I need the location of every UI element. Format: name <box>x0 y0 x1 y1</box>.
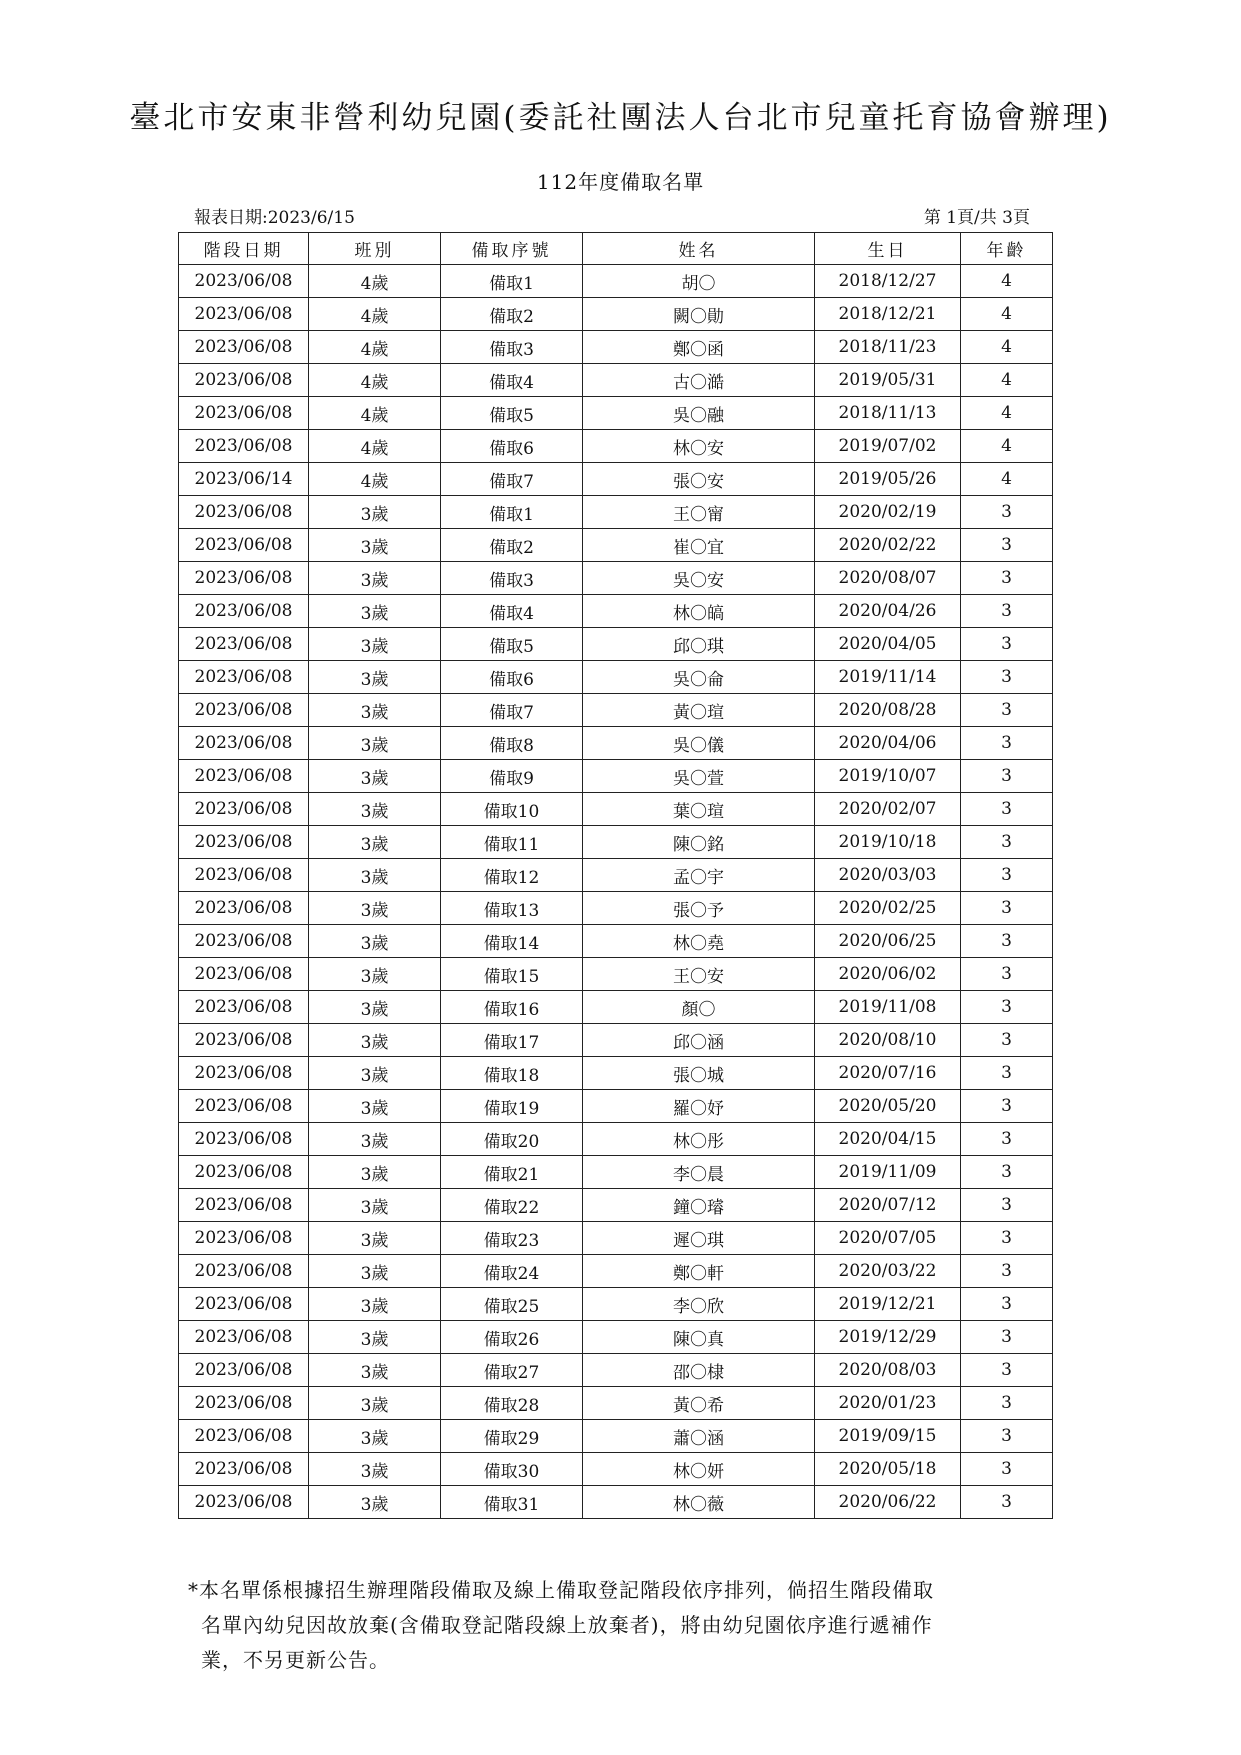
table-row <box>179 1420 1053 1453</box>
cell-birthday: 2020/02/22 <box>815 529 961 562</box>
cell-name: 吳〇儀 <box>583 727 815 760</box>
cell-stage-date: 2023/06/08 <box>179 859 309 892</box>
cell-birthday: 2019/05/31 <box>815 364 961 397</box>
footnote <box>188 1573 1058 1678</box>
cell-class: 3歲 <box>309 628 441 661</box>
cell-birthday: 2020/08/03 <box>815 1354 961 1387</box>
cell-name: 李〇欣 <box>583 1288 815 1321</box>
table-row <box>179 1222 1053 1255</box>
cell-age: 4 <box>961 265 1053 298</box>
cell-stage-date: 2023/06/08 <box>179 595 309 628</box>
cell-class: 3歲 <box>309 892 441 925</box>
cell-name: 吳〇融 <box>583 397 815 430</box>
cell-birthday: 2020/04/05 <box>815 628 961 661</box>
table-row <box>179 562 1053 595</box>
cell-age: 3 <box>961 1222 1053 1255</box>
table-row <box>179 1255 1053 1288</box>
cell-waitlist-number: 備取19 <box>441 1090 583 1123</box>
cell-class: 4歲 <box>309 397 441 430</box>
cell-name: 羅〇妤 <box>583 1090 815 1123</box>
cell-name: 林〇堯 <box>583 925 815 958</box>
cell-stage-date: 2023/06/08 <box>179 1222 309 1255</box>
cell-age: 3 <box>961 1288 1053 1321</box>
cell-birthday: 2020/04/06 <box>815 727 961 760</box>
column-header-stage-date: 階段日期 <box>179 233 309 265</box>
cell-birthday: 2018/12/21 <box>815 298 961 331</box>
cell-stage-date: 2023/06/08 <box>179 1288 309 1321</box>
cell-stage-date: 2023/06/08 <box>179 298 309 331</box>
cell-waitlist-number: 備取9 <box>441 760 583 793</box>
cell-waitlist-number: 備取2 <box>441 529 583 562</box>
cell-age: 3 <box>961 760 1053 793</box>
cell-waitlist-number: 備取5 <box>441 397 583 430</box>
table-row <box>179 463 1053 496</box>
cell-age: 3 <box>961 793 1053 826</box>
table-row <box>179 628 1053 661</box>
cell-birthday: 2020/02/25 <box>815 892 961 925</box>
cell-waitlist-number: 備取21 <box>441 1156 583 1189</box>
cell-name: 鄭〇軒 <box>583 1255 815 1288</box>
cell-name: 林〇彤 <box>583 1123 815 1156</box>
cell-age: 4 <box>961 298 1053 331</box>
cell-birthday: 2020/02/07 <box>815 793 961 826</box>
cell-age: 4 <box>961 331 1053 364</box>
cell-name: 崔〇宜 <box>583 529 815 562</box>
cell-stage-date: 2023/06/08 <box>179 727 309 760</box>
cell-birthday: 2018/11/13 <box>815 397 961 430</box>
cell-class: 3歲 <box>309 1420 441 1453</box>
cell-birthday: 2019/09/15 <box>815 1420 961 1453</box>
cell-birthday: 2020/01/23 <box>815 1387 961 1420</box>
cell-waitlist-number: 備取28 <box>441 1387 583 1420</box>
table-row <box>179 496 1053 529</box>
cell-birthday: 2019/12/29 <box>815 1321 961 1354</box>
cell-stage-date: 2023/06/08 <box>179 628 309 661</box>
cell-name: 李〇晨 <box>583 1156 815 1189</box>
cell-waitlist-number: 備取7 <box>441 694 583 727</box>
cell-name: 陳〇真 <box>583 1321 815 1354</box>
cell-age: 3 <box>961 925 1053 958</box>
cell-age: 3 <box>961 859 1053 892</box>
table-row <box>179 1024 1053 1057</box>
cell-class: 3歲 <box>309 859 441 892</box>
cell-stage-date: 2023/06/08 <box>179 430 309 463</box>
cell-age: 3 <box>961 1387 1053 1420</box>
cell-birthday: 2020/06/02 <box>815 958 961 991</box>
cell-age: 3 <box>961 529 1053 562</box>
report-meta <box>190 203 1030 229</box>
cell-birthday: 2020/03/22 <box>815 1255 961 1288</box>
cell-waitlist-number: 備取4 <box>441 595 583 628</box>
cell-birthday: 2019/11/08 <box>815 991 961 1024</box>
cell-class: 3歲 <box>309 694 441 727</box>
cell-stage-date: 2023/06/08 <box>179 1189 309 1222</box>
cell-name: 陳〇銘 <box>583 826 815 859</box>
waitlist-table <box>178 232 1053 1519</box>
cell-stage-date: 2023/06/08 <box>179 1090 309 1123</box>
cell-stage-date: 2023/06/08 <box>179 1453 309 1486</box>
cell-waitlist-number: 備取22 <box>441 1189 583 1222</box>
cell-birthday: 2020/07/16 <box>815 1057 961 1090</box>
cell-waitlist-number: 備取26 <box>441 1321 583 1354</box>
cell-class: 4歲 <box>309 364 441 397</box>
cell-class: 3歲 <box>309 562 441 595</box>
cell-class: 3歲 <box>309 1486 441 1519</box>
cell-stage-date: 2023/06/08 <box>179 1255 309 1288</box>
cell-age: 3 <box>961 727 1053 760</box>
table-row <box>179 397 1053 430</box>
cell-birthday: 2018/12/27 <box>815 265 961 298</box>
cell-age: 3 <box>961 1453 1053 1486</box>
table-body <box>179 265 1053 1519</box>
cell-waitlist-number: 備取20 <box>441 1123 583 1156</box>
cell-waitlist-number: 備取24 <box>441 1255 583 1288</box>
cell-stage-date: 2023/06/08 <box>179 1354 309 1387</box>
table-row <box>179 1288 1053 1321</box>
cell-birthday: 2019/10/07 <box>815 760 961 793</box>
cell-birthday: 2020/07/05 <box>815 1222 961 1255</box>
table-row <box>179 331 1053 364</box>
cell-class: 3歲 <box>309 925 441 958</box>
cell-age: 3 <box>961 1255 1053 1288</box>
cell-age: 4 <box>961 364 1053 397</box>
cell-class: 3歲 <box>309 1453 441 1486</box>
cell-waitlist-number: 備取25 <box>441 1288 583 1321</box>
column-header-name: 姓名 <box>583 233 815 265</box>
cell-waitlist-number: 備取31 <box>441 1486 583 1519</box>
cell-stage-date: 2023/06/08 <box>179 661 309 694</box>
cell-class: 3歲 <box>309 496 441 529</box>
cell-class: 4歲 <box>309 298 441 331</box>
table-row <box>179 793 1053 826</box>
table-row <box>179 1453 1053 1486</box>
cell-name: 鐘〇璿 <box>583 1189 815 1222</box>
table-row <box>179 529 1053 562</box>
cell-age: 3 <box>961 1420 1053 1453</box>
cell-class: 3歲 <box>309 1189 441 1222</box>
cell-name: 吳〇侖 <box>583 661 815 694</box>
cell-stage-date: 2023/06/08 <box>179 925 309 958</box>
cell-birthday: 2020/06/22 <box>815 1486 961 1519</box>
cell-stage-date: 2023/06/08 <box>179 826 309 859</box>
cell-stage-date: 2023/06/08 <box>179 1420 309 1453</box>
cell-birthday: 2019/11/09 <box>815 1156 961 1189</box>
cell-stage-date: 2023/06/08 <box>179 397 309 430</box>
cell-waitlist-number: 備取3 <box>441 562 583 595</box>
cell-class: 3歲 <box>309 1123 441 1156</box>
footnote-line: *本名單係根據招生辦理階段備取及線上備取登記階段依序排列，倘招生階段備取 <box>188 1578 934 1602</box>
cell-stage-date: 2023/06/08 <box>179 958 309 991</box>
cell-age: 3 <box>961 1090 1053 1123</box>
column-header-age: 年齡 <box>961 233 1053 265</box>
cell-stage-date: 2023/06/08 <box>179 1024 309 1057</box>
cell-birthday: 2020/05/20 <box>815 1090 961 1123</box>
cell-waitlist-number: 備取27 <box>441 1354 583 1387</box>
cell-class: 4歲 <box>309 463 441 496</box>
cell-waitlist-number: 備取29 <box>441 1420 583 1453</box>
table-row <box>179 760 1053 793</box>
cell-class: 4歲 <box>309 265 441 298</box>
cell-stage-date: 2023/06/08 <box>179 265 309 298</box>
table-row <box>179 826 1053 859</box>
cell-class: 3歲 <box>309 1354 441 1387</box>
cell-birthday: 2020/08/10 <box>815 1024 961 1057</box>
cell-class: 3歲 <box>309 1288 441 1321</box>
cell-stage-date: 2023/06/08 <box>179 991 309 1024</box>
cell-class: 4歲 <box>309 331 441 364</box>
cell-waitlist-number: 備取8 <box>441 727 583 760</box>
table-row <box>179 1057 1053 1090</box>
cell-waitlist-number: 備取1 <box>441 265 583 298</box>
cell-name: 闕〇勛 <box>583 298 815 331</box>
table-row <box>179 265 1053 298</box>
table-row <box>179 1486 1053 1519</box>
cell-stage-date: 2023/06/08 <box>179 1321 309 1354</box>
cell-stage-date: 2023/06/08 <box>179 496 309 529</box>
footnote-line: 名單內幼兒因故放棄(含備取登記階段線上放棄者)，將由幼兒園依序進行遞補作 <box>201 1613 933 1637</box>
cell-class: 3歲 <box>309 793 441 826</box>
cell-class: 3歲 <box>309 1057 441 1090</box>
cell-age: 3 <box>961 694 1053 727</box>
table-row <box>179 661 1053 694</box>
table-row <box>179 727 1053 760</box>
cell-birthday: 2020/04/26 <box>815 595 961 628</box>
cell-stage-date: 2023/06/08 <box>179 331 309 364</box>
cell-waitlist-number: 備取16 <box>441 991 583 1024</box>
cell-class: 3歲 <box>309 1090 441 1123</box>
table-row <box>179 958 1053 991</box>
cell-waitlist-number: 備取3 <box>441 331 583 364</box>
table-row <box>179 1090 1053 1123</box>
table-row <box>179 595 1053 628</box>
cell-stage-date: 2023/06/08 <box>179 1057 309 1090</box>
cell-age: 3 <box>961 1189 1053 1222</box>
cell-stage-date: 2023/06/14 <box>179 463 309 496</box>
cell-class: 3歲 <box>309 727 441 760</box>
cell-waitlist-number: 備取15 <box>441 958 583 991</box>
cell-waitlist-number: 備取30 <box>441 1453 583 1486</box>
cell-class: 3歲 <box>309 958 441 991</box>
table-row <box>179 1156 1053 1189</box>
cell-stage-date: 2023/06/08 <box>179 1123 309 1156</box>
cell-age: 3 <box>961 1486 1053 1519</box>
cell-name: 葉〇瑄 <box>583 793 815 826</box>
cell-name: 吳〇安 <box>583 562 815 595</box>
cell-name: 張〇安 <box>583 463 815 496</box>
cell-stage-date: 2023/06/08 <box>179 529 309 562</box>
page-number: 第 1頁/共 3頁 <box>923 208 1030 228</box>
cell-name: 蕭〇涵 <box>583 1420 815 1453</box>
cell-waitlist-number: 備取2 <box>441 298 583 331</box>
cell-stage-date: 2023/06/08 <box>179 760 309 793</box>
cell-stage-date: 2023/06/08 <box>179 1387 309 1420</box>
cell-class: 3歲 <box>309 595 441 628</box>
cell-age: 4 <box>961 430 1053 463</box>
cell-age: 3 <box>961 826 1053 859</box>
column-header-class: 班別 <box>309 233 441 265</box>
table-row <box>179 694 1053 727</box>
cell-birthday: 2019/12/21 <box>815 1288 961 1321</box>
column-header-waitlist-number: 備取序號 <box>441 233 583 265</box>
cell-class: 3歲 <box>309 760 441 793</box>
table-row <box>179 925 1053 958</box>
cell-name: 黃〇瑄 <box>583 694 815 727</box>
cell-class: 3歲 <box>309 1024 441 1057</box>
table-row <box>179 1387 1053 1420</box>
cell-birthday: 2020/02/19 <box>815 496 961 529</box>
report-date: 報表日期:2023/6/15 <box>194 208 355 228</box>
cell-age: 3 <box>961 661 1053 694</box>
cell-class: 3歲 <box>309 1255 441 1288</box>
cell-class: 3歲 <box>309 529 441 562</box>
cell-age: 3 <box>961 1024 1053 1057</box>
cell-class: 3歲 <box>309 1321 441 1354</box>
cell-age: 3 <box>961 1156 1053 1189</box>
cell-birthday: 2020/07/12 <box>815 1189 961 1222</box>
cell-stage-date: 2023/06/08 <box>179 1486 309 1519</box>
table-row <box>179 1321 1053 1354</box>
cell-name: 王〇甯 <box>583 496 815 529</box>
footnote-line: 業，不另更新公告。 <box>201 1648 390 1672</box>
cell-name: 張〇城 <box>583 1057 815 1090</box>
cell-class: 3歲 <box>309 1156 441 1189</box>
cell-name: 古〇澔 <box>583 364 815 397</box>
cell-age: 3 <box>961 1354 1053 1387</box>
cell-birthday: 2019/05/26 <box>815 463 961 496</box>
cell-age: 3 <box>961 595 1053 628</box>
table-header-row <box>179 233 1053 265</box>
cell-waitlist-number: 備取12 <box>441 859 583 892</box>
table-row <box>179 1354 1053 1387</box>
cell-age: 3 <box>961 628 1053 661</box>
cell-name: 黃〇希 <box>583 1387 815 1420</box>
cell-waitlist-number: 備取5 <box>441 628 583 661</box>
cell-class: 3歲 <box>309 826 441 859</box>
cell-birthday: 2020/04/15 <box>815 1123 961 1156</box>
cell-name: 林〇安 <box>583 430 815 463</box>
cell-name: 顏〇 <box>583 991 815 1024</box>
cell-name: 林〇妍 <box>583 1453 815 1486</box>
cell-name: 胡〇 <box>583 265 815 298</box>
cell-birthday: 2018/11/23 <box>815 331 961 364</box>
cell-waitlist-number: 備取18 <box>441 1057 583 1090</box>
cell-class: 3歲 <box>309 661 441 694</box>
table-row <box>179 298 1053 331</box>
list-subtitle: 112年度備取名單 <box>536 170 705 194</box>
cell-waitlist-number: 備取7 <box>441 463 583 496</box>
table-row <box>179 430 1053 463</box>
cell-age: 4 <box>961 397 1053 430</box>
cell-birthday: 2020/03/03 <box>815 859 961 892</box>
cell-name: 林〇皜 <box>583 595 815 628</box>
column-header-birthday: 生日 <box>815 233 961 265</box>
cell-age: 3 <box>961 562 1053 595</box>
cell-birthday: 2020/05/18 <box>815 1453 961 1486</box>
page-title: 臺北市安東非營利幼兒園(委託社團法人台北市兒童托育協會辦理) <box>129 100 1112 136</box>
cell-stage-date: 2023/06/08 <box>179 562 309 595</box>
cell-age: 4 <box>961 463 1053 496</box>
cell-stage-date: 2023/06/08 <box>179 1156 309 1189</box>
cell-birthday: 2020/08/28 <box>815 694 961 727</box>
cell-waitlist-number: 備取6 <box>441 661 583 694</box>
cell-name: 林〇薇 <box>583 1486 815 1519</box>
cell-name: 邵〇棣 <box>583 1354 815 1387</box>
cell-waitlist-number: 備取10 <box>441 793 583 826</box>
table-row <box>179 1123 1053 1156</box>
cell-birthday: 2019/11/14 <box>815 661 961 694</box>
cell-class: 3歲 <box>309 991 441 1024</box>
cell-stage-date: 2023/06/08 <box>179 694 309 727</box>
cell-waitlist-number: 備取23 <box>441 1222 583 1255</box>
cell-age: 3 <box>961 1123 1053 1156</box>
cell-age: 3 <box>961 991 1053 1024</box>
cell-stage-date: 2023/06/08 <box>179 793 309 826</box>
cell-birthday: 2020/08/07 <box>815 562 961 595</box>
cell-name: 邱〇涵 <box>583 1024 815 1057</box>
cell-waitlist-number: 備取6 <box>441 430 583 463</box>
cell-waitlist-number: 備取17 <box>441 1024 583 1057</box>
cell-name: 遲〇琪 <box>583 1222 815 1255</box>
cell-age: 3 <box>961 1321 1053 1354</box>
cell-waitlist-number: 備取13 <box>441 892 583 925</box>
cell-age: 3 <box>961 958 1053 991</box>
cell-age: 3 <box>961 892 1053 925</box>
table-row <box>179 1189 1053 1222</box>
cell-stage-date: 2023/06/08 <box>179 892 309 925</box>
cell-age: 3 <box>961 496 1053 529</box>
cell-name: 王〇安 <box>583 958 815 991</box>
cell-birthday: 2020/06/25 <box>815 925 961 958</box>
cell-age: 3 <box>961 1057 1053 1090</box>
cell-waitlist-number: 備取4 <box>441 364 583 397</box>
cell-name: 鄭〇函 <box>583 331 815 364</box>
cell-class: 4歲 <box>309 430 441 463</box>
cell-waitlist-number: 備取11 <box>441 826 583 859</box>
cell-waitlist-number: 備取14 <box>441 925 583 958</box>
cell-name: 邱〇琪 <box>583 628 815 661</box>
cell-waitlist-number: 備取1 <box>441 496 583 529</box>
table-row <box>179 991 1053 1024</box>
cell-name: 張〇予 <box>583 892 815 925</box>
cell-birthday: 2019/10/18 <box>815 826 961 859</box>
cell-stage-date: 2023/06/08 <box>179 364 309 397</box>
table-row <box>179 364 1053 397</box>
table-row <box>179 892 1053 925</box>
cell-name: 吳〇萱 <box>583 760 815 793</box>
cell-class: 3歲 <box>309 1387 441 1420</box>
cell-class: 3歲 <box>309 1222 441 1255</box>
cell-birthday: 2019/07/02 <box>815 430 961 463</box>
cell-name: 孟〇宇 <box>583 859 815 892</box>
table-row <box>179 859 1053 892</box>
